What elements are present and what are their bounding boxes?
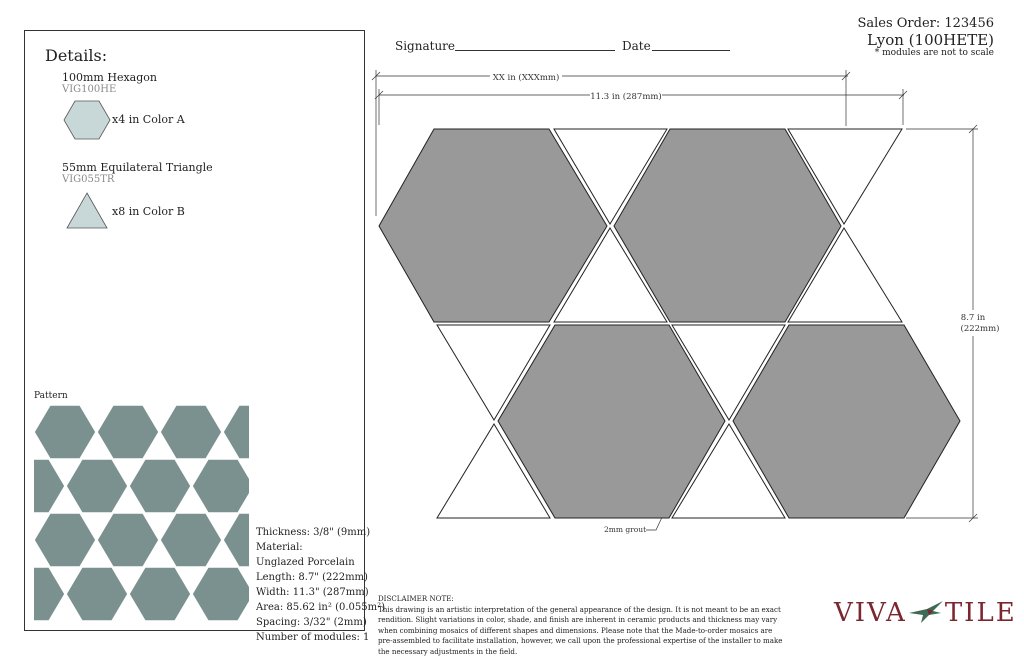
viva-tile-logo <box>834 598 1017 628</box>
details-title: Details: <box>45 46 108 65</box>
spec-thickness: Thickness: 3/8" (9mm) <box>256 527 371 538</box>
sales-order: Sales Order: 123456 <box>857 16 994 31</box>
spec-width: Width: 11.3" (287mm) <box>256 587 369 598</box>
dim-top-label: XX in (XXXmm) <box>492 73 560 83</box>
disclaimer <box>378 594 788 657</box>
spec-area: Area: 85.62 in² (0.055m²) <box>256 602 385 613</box>
spec-length: Length: 8.7" (222mm) <box>256 572 368 583</box>
dim-height-label-mm: (222mm) <box>960 324 1000 334</box>
product-name: Lyon (100HETE) <box>867 31 994 49</box>
scale-note: * modules are not to scale <box>874 48 994 58</box>
item-triangle-code: VIG055TR <box>62 174 115 185</box>
spec-material-label: Material: <box>256 542 303 553</box>
grout-label: 2mm grout <box>604 525 647 534</box>
pattern-title: Pattern <box>34 391 68 401</box>
item-hexagon-name: 100mm Hexagon <box>62 71 157 84</box>
item-triangle-qty: x8 in Color B <box>112 205 185 218</box>
spec-spacing: Spacing: 3/32" (2mm) <box>256 617 367 628</box>
signature-label: Signature <box>395 39 456 53</box>
item-hexagon-qty: x4 in Color A <box>112 113 185 126</box>
logo-text-right: TILE <box>944 598 1017 628</box>
hummingbird-icon <box>907 599 945 625</box>
spec-material: Unglazed Porcelain <box>256 557 355 568</box>
date-label: Date <box>622 39 651 53</box>
disclaimer-body: This drawing is an artistic interpretation of the general appearance of the design. It is not meant to be an exact rendition. Slight variations in color, shade, and finish are inherent in ceramic products and thickness may vary when combining mosaics of different shapes and dimensions. Please note that the Made-to-order mosaics are pre-assembled to facilitate installation, however, we call upon the professional expertise of the installer to make the necessary adjustments in the field. <box>378 604 783 656</box>
item-triangle-name: 55mm Equilateral Triangle <box>62 161 213 174</box>
item-hexagon-code: VIG100HE <box>62 84 117 95</box>
disclaimer-title: DISCLAIMER NOTE: <box>378 594 454 603</box>
dim-height-label: 8.7 in <box>960 313 986 323</box>
dim-width-label: 11.3 in (287mm) <box>590 92 662 102</box>
logo-text-left: VIVA <box>834 598 907 628</box>
spec-modules: Number of modules: 1 <box>256 632 370 643</box>
